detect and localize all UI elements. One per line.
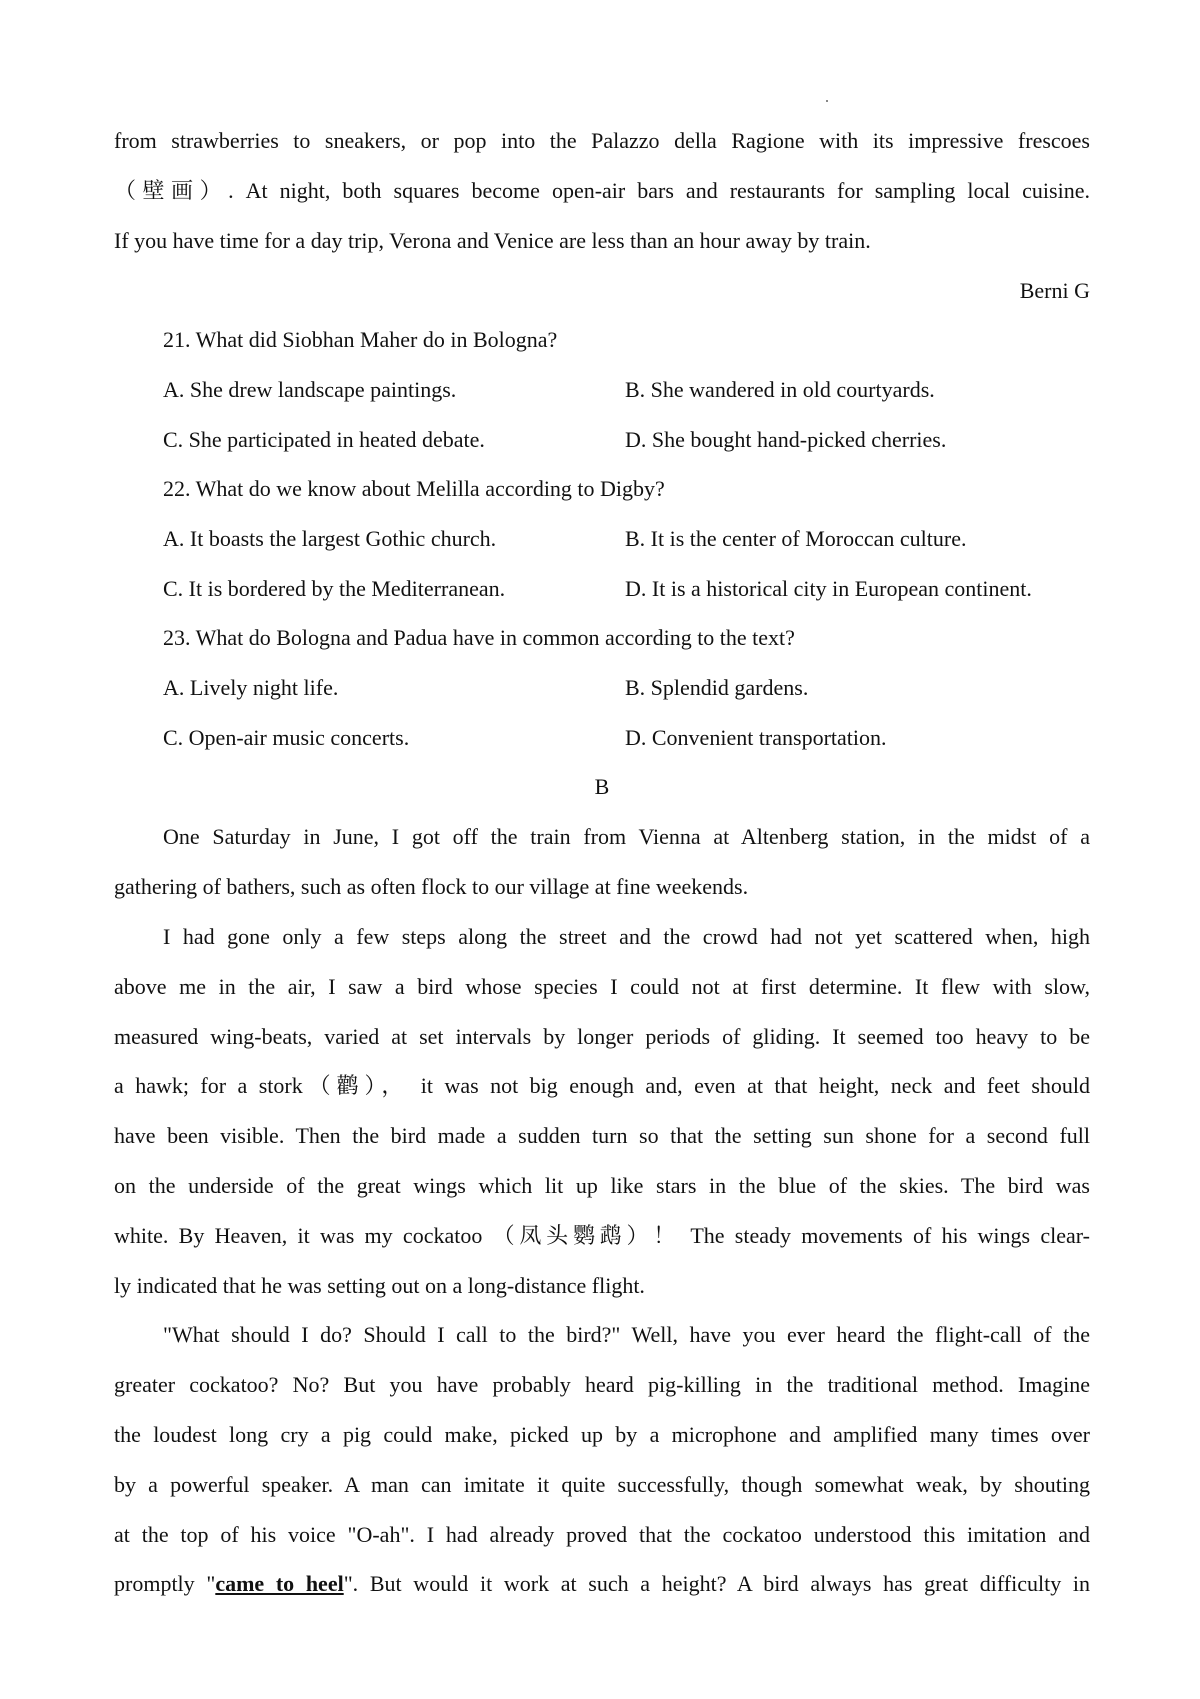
paragraph-line: white. By Heaven, it was my cockatoo （凤头鹦鹉）！ The steady movements of his wings clear- xyxy=(114,1223,1090,1248)
paragraph-line: measured wing-beats, varied at set intervals by longer periods of gliding. It seemed too heavy to be xyxy=(114,1024,1090,1049)
paragraph-line: have been visible. Then the bird made a sudden turn so that the setting sun shone for a second full xyxy=(114,1123,1090,1148)
author-signature: Berni G xyxy=(1019,278,1090,303)
passage-a-line: （壁画）. At night, both squares become open-air bars and restaurants for sampling local cuisine. xyxy=(114,178,1090,203)
paragraph-line: above me in the air, I saw a bird whose species I could not at first determine. It flew with slow, xyxy=(114,974,1090,999)
paragraph-line: by a powerful speaker. A man can imitate it quite successfully, though somewhat weak, by shouting xyxy=(114,1472,1090,1497)
paragraph-line: I had gone only a few steps along the street and the crowd had not yet scattered when, high xyxy=(163,924,1090,949)
paragraph-line: greater cockatoo? No? But you have probably heard pig-killing in the traditional method. Imagine xyxy=(114,1372,1090,1397)
option-d: D. It is a historical city in European continent. xyxy=(625,576,1032,601)
line-text: promptly " xyxy=(114,1571,216,1596)
scan-speck xyxy=(826,100,828,102)
section-heading: B xyxy=(594,774,610,799)
option-b: B. She wandered in old courtyards. xyxy=(625,377,935,402)
question-stem: 22. What do we know about Melilla according to Digby? xyxy=(163,476,665,501)
passage-a-line: If you have time for a day trip, Verona and Venice are less than an hour away by train. xyxy=(114,228,871,253)
option-c: C. She participated in heated debate. xyxy=(163,427,485,452)
question-stem: 23. What do Bologna and Padua have in common according to the text? xyxy=(163,625,795,650)
option-a: A. Lively night life. xyxy=(163,675,339,700)
passage-a-line: from strawberries to sneakers, or pop into the Palazzo della Ragione with its impressive frescoes xyxy=(114,128,1090,153)
paragraph-line: "What should I do? Should I call to the bird?" Well, have you ever heard the flight-call of the xyxy=(163,1322,1090,1347)
paragraph-line: the loudest long cry a pig could make, picked up by a microphone and amplified many times over xyxy=(114,1422,1090,1447)
paragraph-line: One Saturday in June, I got off the train from Vienna at Altenberg station, in the midst of a xyxy=(163,824,1090,849)
option-d: D. Convenient transportation. xyxy=(625,725,887,750)
option-c: C. Open-air music concerts. xyxy=(163,725,410,750)
paragraph-line: gathering of bathers, such as often flock to our village at fine weekends. xyxy=(114,874,749,899)
line-text: ". But would it work at such a height? A bird always has great difficulty in xyxy=(343,1571,1090,1596)
option-d: D. She bought hand-picked cherries. xyxy=(625,427,947,452)
paragraph-line: a hawk; for a stork（鹳）， it was not big enough and, even at that height, neck and feet should xyxy=(114,1073,1090,1098)
option-a: A. She drew landscape paintings. xyxy=(163,377,457,402)
paragraph-line: on the underside of the great wings which lit up like stars in the blue of the skies. The bird was xyxy=(114,1173,1090,1198)
paragraph-line: ly indicated that he was setting out on a long-distance flight. xyxy=(114,1273,645,1298)
paragraph-line: at the top of his voice "O-ah". I had already proved that the cockatoo understood this imitation and xyxy=(114,1522,1090,1547)
option-b: B. It is the center of Moroccan culture. xyxy=(625,526,967,551)
option-c: C. It is bordered by the Mediterranean. xyxy=(163,576,506,601)
option-a: A. It boasts the largest Gothic church. xyxy=(163,526,497,551)
option-b: B. Splendid gardens. xyxy=(625,675,809,700)
underlined-phrase: came to heel xyxy=(215,1571,344,1596)
paragraph-line-with-underline xyxy=(114,1569,1090,1599)
question-stem: 21. What did Siobhan Maher do in Bologna? xyxy=(163,327,558,352)
